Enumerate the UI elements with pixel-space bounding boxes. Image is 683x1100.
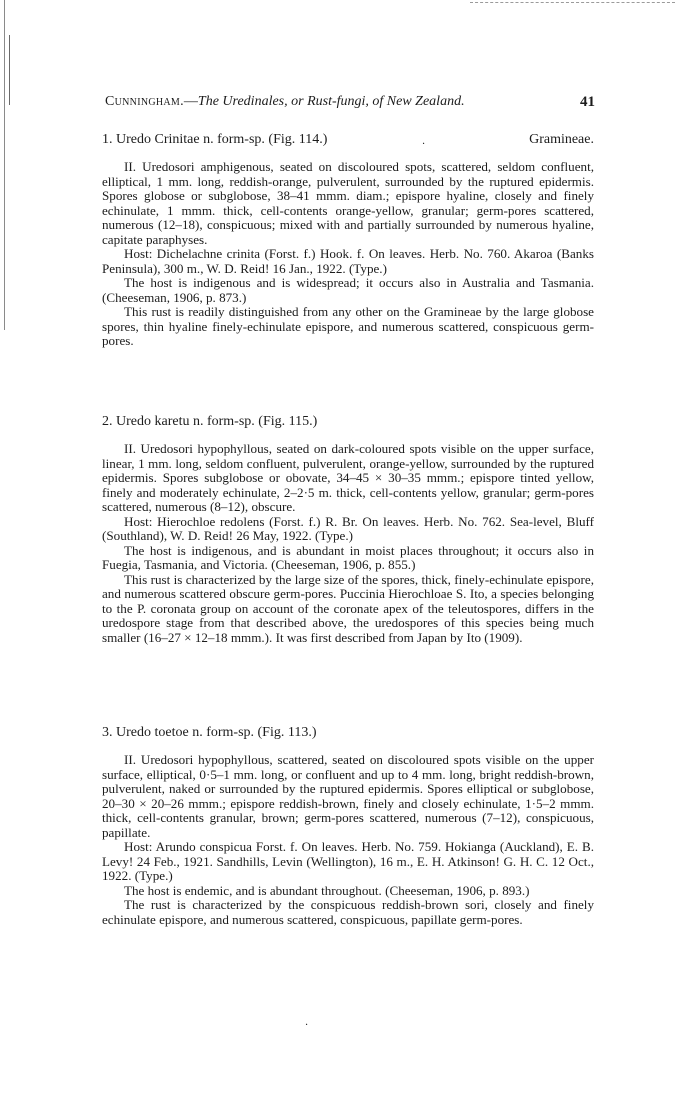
running-header bbox=[105, 94, 595, 116]
host-note: The host is indigenous, and is abundant in moist places throughout; it occurs also in Fuegia, Tasmania, and Victoria. (Cheeseman, 1906, p. 855.) bbox=[102, 542, 594, 572]
header-author: Cunningham. bbox=[105, 94, 184, 109]
host-family: Gramineae. bbox=[529, 132, 594, 147]
species-heading bbox=[102, 414, 594, 434]
header-title: The Uredinales, or Rust-fungi, of New Zealand. bbox=[197, 94, 465, 109]
host-note: The host is indigenous and is widespread; it occurs also in Australia and Tasmania. (Cheeseman, 1906, p. 873.) bbox=[102, 275, 594, 305]
diagnostic-note: The rust is characterized by the conspicuous reddish-brown sori, closely and finely echinulate epispore, and numerous scattered, conspicuous, papillate germ-pores. bbox=[102, 897, 594, 927]
species-entry-3 bbox=[102, 725, 594, 927]
species-description: II. Uredosori hypophyllous, seated on dark-coloured spots visible on the upper surface, linear, 1 mm. long, seldom confluent, pulverulent, orange-yellow, surrounded by the ruptured epidermis. Spores subglobose or obovate, 34–45 × 30–35 mmm.; epispore tinted yellow, finely and moderately echinulate, 2–2·5 m. thick, cell-contents yellow, granular; germ-pores scattered, numerous (8–12), obscure. bbox=[102, 441, 594, 514]
speck-mark: · bbox=[422, 139, 426, 150]
species-title: 3. Uredo toetoe n. form-sp. (Fig. 113.) bbox=[102, 725, 317, 740]
scan-edge-line-secondary bbox=[9, 35, 10, 105]
host-note: The host is endemic, and is abundant throughout. (Cheeseman, 1906, p. 893.) bbox=[124, 882, 530, 898]
species-heading bbox=[102, 132, 594, 152]
diagnostic-note: This rust is readily distinguished from any other on the Gramineae by the large globose spores, thin hyaline finely-echinulate epispore, and numerous scattered, conspicuous germ-pores. bbox=[102, 304, 594, 348]
host-record: Host: Dichelachne crinita (Forst. f.) Hook. f. On leaves. Herb. No. 760. Akaroa (Banks Peninsula), 300 m., W. D. Reid! 16 Jan., 1922. (Type.) bbox=[102, 246, 594, 276]
speck-mark: · bbox=[305, 1020, 309, 1031]
host-record: Host: Hierochloe redolens (Forst. f.) R. Br. On leaves. Herb. No. 762. Sea-level, Bluff (Southland), W. D. Reid! 26 May, 1922. (Type.) bbox=[102, 513, 594, 543]
species-entry-1 bbox=[102, 132, 594, 349]
species-description: II. Uredosori hypophyllous, scattered, seated on discoloured spots visible on the upper surface, elliptical, 0·5–1 mm. long, or confluent and up to 4 mm. long, bright reddish-brown, pulverulent, naked or surrounded by the ruptured epidermis. Spores elliptical or subglobose, 20–30 × 20–26 mmm.; epispore reddish-brown, finely and closely echinulate, 1·5–2 mmm. thick, cell-contents granular, brown; germ-pores scattered, numerous (7–12), conspicuous, papillate. bbox=[102, 752, 594, 840]
header-dash: — bbox=[183, 94, 198, 109]
species-title: 2. Uredo karetu n. form-sp. (Fig. 115.) bbox=[102, 414, 318, 429]
species-description: II. Uredosori amphigenous, seated on discoloured spots, scattered, seldom confluent, elliptical, 1 mm. long, reddish-orange, pulverulent, surrounded by the ruptured epidermis. Spores globose or subglobose, 38–41 mmm. diam.; epispore hyaline, closely and finely echinulate, 1 mmm. thick, cell-contents orange-yellow, granular; germ-pores scattered, numerous (12–18), conspicuous; mixed with and partially surrounded by numerous hyaline, capitate paraphyses. bbox=[102, 159, 594, 247]
species-title: 1. Uredo Crinitae n. form-sp. (Fig. 114.) bbox=[102, 132, 328, 147]
page-number: 41 bbox=[580, 94, 595, 110]
species-heading bbox=[102, 725, 594, 745]
diagnostic-note: This rust is characterized by the large size of the spores, thick, finely-echinulate epispore, and numerous scattered obscure germ-pores. Puccinia Hierochloae S. Ito, a species belonging to the P. coronata group on account of the coronate apex of the teleutospores, differs in the uredospore stage from that described above, the uredospores of this species being much smaller (16–27 × 12–18 mmm.). It was first described from Japan by Ito (1909). bbox=[102, 571, 594, 645]
scan-top-edge bbox=[470, 2, 675, 4]
host-record: Host: Arundo conspicua Forst. f. On leaves. Herb. No. 759. Hokianga (Auckland), E. B. Levy! 24 Feb., 1921. Sandhills, Levin (Wellington), 16 m., E. H. Atkinson! G. H. C. 12 Oct., 1922. (Type.) bbox=[102, 839, 594, 883]
species-entry-2 bbox=[102, 414, 594, 645]
scan-edge-line bbox=[4, 0, 5, 330]
